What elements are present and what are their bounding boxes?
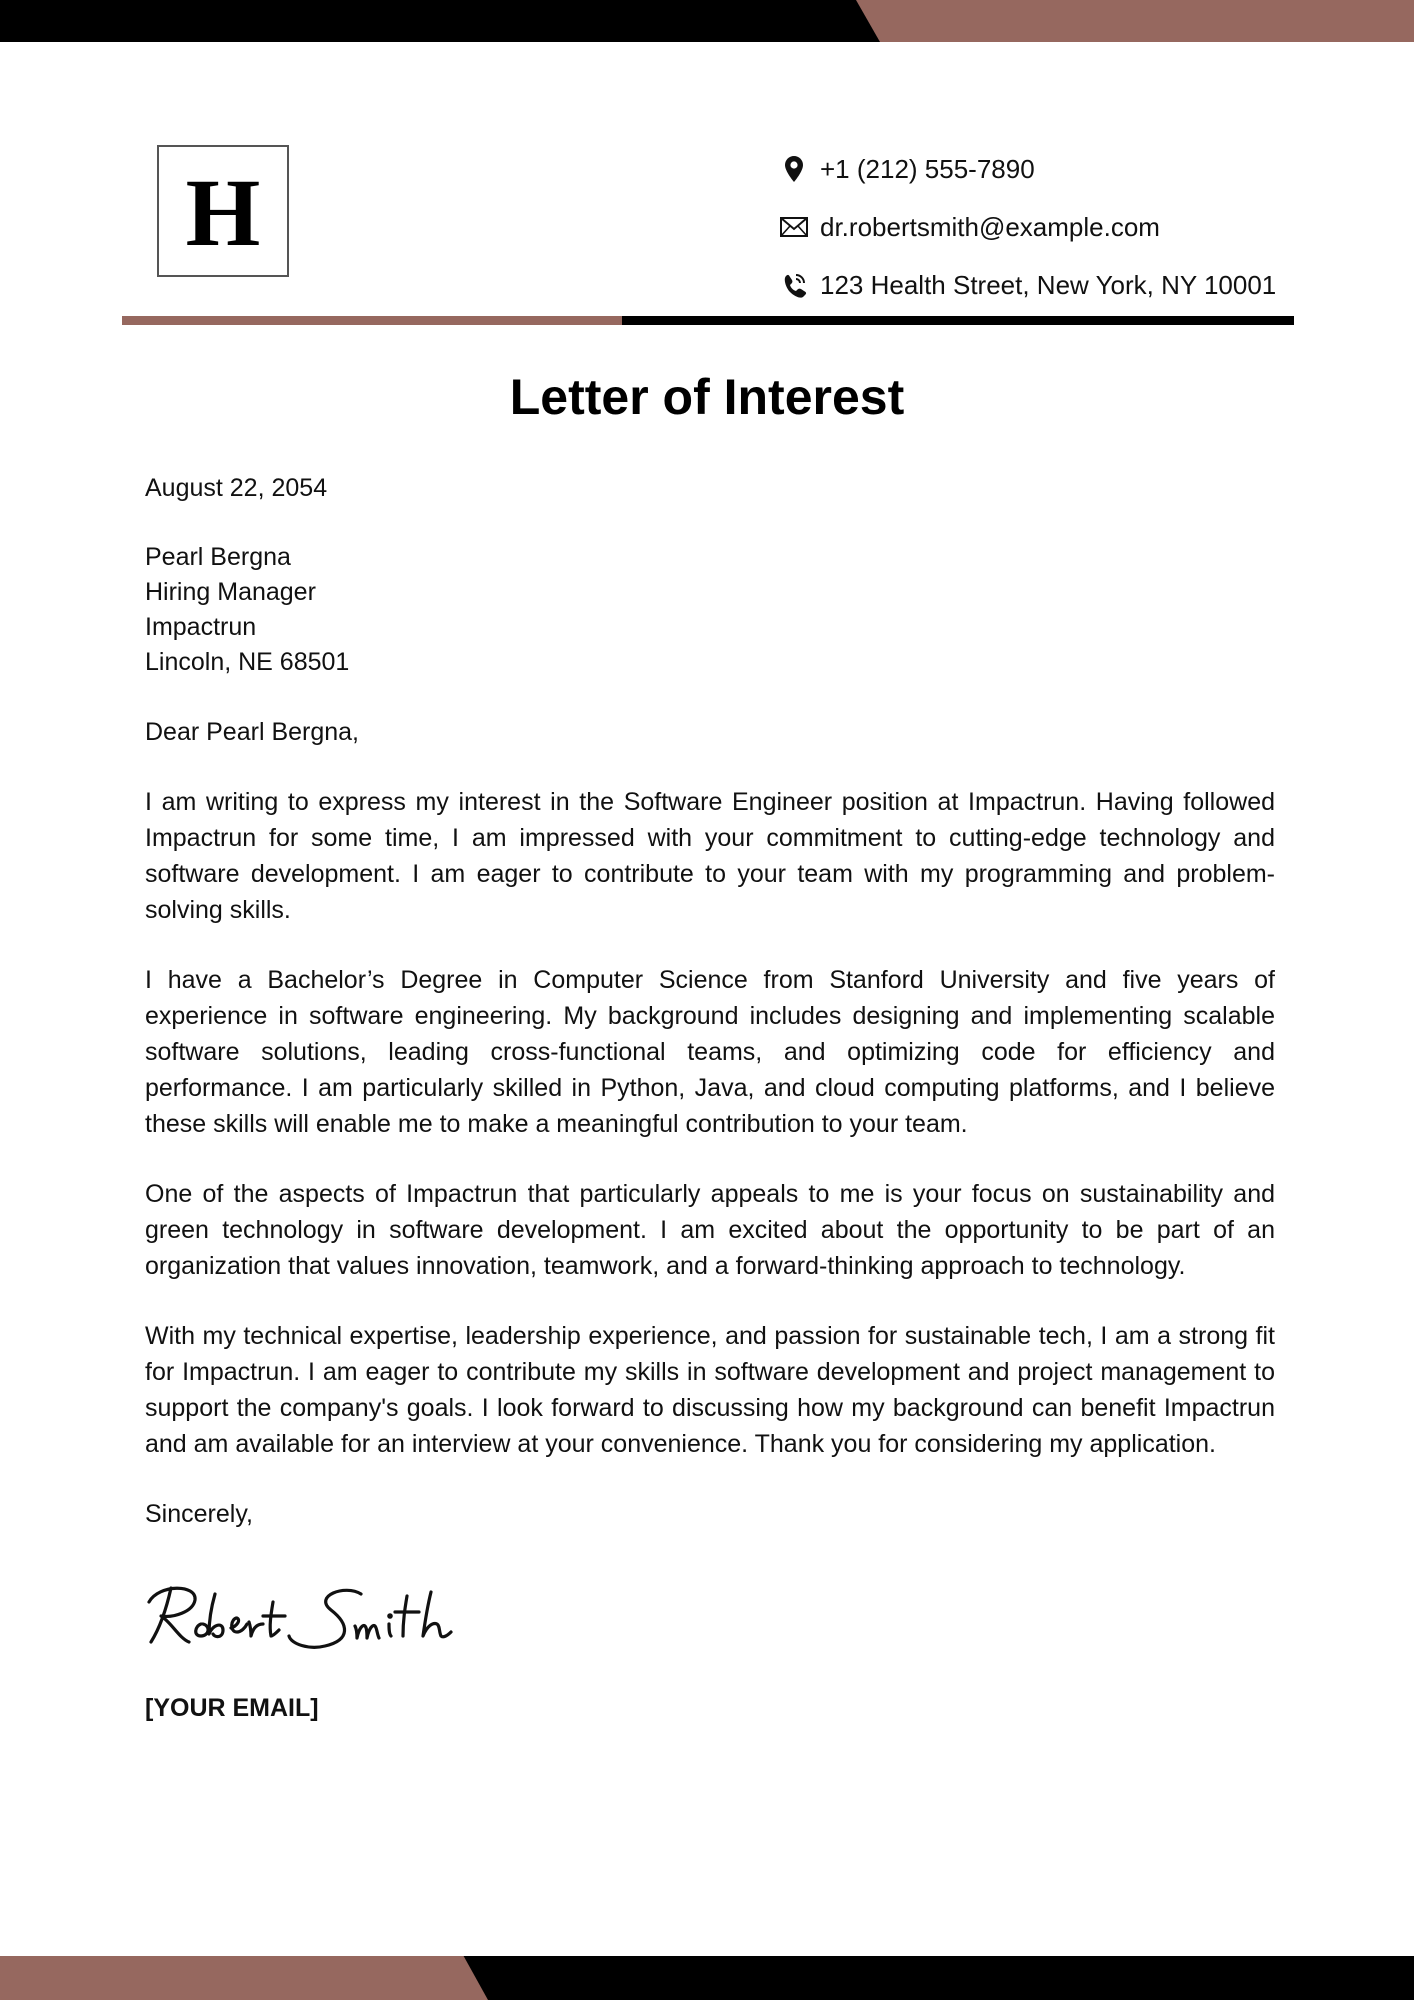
recipient-block [145,540,1275,680]
email-placeholder: [YOUR EMAIL] [145,1694,319,1722]
closing: Sincerely, [145,1500,253,1528]
top-bar-accent [856,0,1414,42]
letter-body [145,470,1275,1726]
header-divider-accent [122,316,622,325]
body-paragraph: I am writing to express my interest in the Software Engineer position at Impactrun. Having followed Impactrun for some time, I am impressed with your commitment to cutting-edge technology and software development. I am eager to contribute to your team with my programming and problem-solving skills. [145,788,1275,924]
body-paragraph: One of the aspects of Impactrun that particularly appeals to me is your focus on sustainability and green technology in software development. I am excited about the opportunity to be part of an organization that values innovation, teamwork, and a forward-thinking approach to technology. [145,1180,1275,1280]
salutation: Dear Pearl Bergna, [145,718,360,746]
bottom-bar-accent [0,1956,488,2000]
phone-icon [780,271,808,299]
letter-date: August 22, 2054 [145,474,328,502]
location-pin-icon [780,155,808,183]
recipient-company: Impactrun [145,613,257,641]
contact-phone-row [780,140,1300,198]
contact-address-row [780,256,1300,314]
recipient-location: Lincoln, NE 68501 [145,648,350,676]
body-paragraph: I have a Bachelor’s Degree in Computer Science from Stanford University and five years of experience in software engineering. My background includes designing and implementing scalable software solutions, leading cross-functional teams, and optimizing code for efficiency and performance. I am particularly skilled in Python, Java, and cloud computing platforms, and I believe these skills will enable me to make a meaningful contribution to your team. [145,966,1275,1138]
signature-image [141,1572,471,1662]
contact-phone[interactable]: +1 (212) 555-7890 [820,153,1035,184]
recipient-name: Pearl Bergna [145,543,291,571]
body-paragraph: With my technical expertise, leadership experience, and passion for sustainable tech, I am a strong fit for Impactrun. I am eager to contribute my skills in software development and project management to support the company's goals. I look forward to discussing how my background can benefit Impactrun and am available for an interview at your convenience. Thank you for considering my application. [145,1322,1275,1458]
page-title: Letter of Interest [509,369,905,425]
contact-email[interactable]: dr.robertsmith@example.com [820,211,1160,242]
monogram-logo [157,145,289,277]
contact-email-row [780,198,1300,256]
monogram-letter: H [185,159,261,266]
envelope-icon [780,213,808,241]
recipient-role: Hiring Manager [145,578,316,606]
contact-block [780,140,1300,314]
header-divider-black [622,316,1294,325]
contact-address: 123 Health Street, New York, NY 10001 [820,269,1277,300]
